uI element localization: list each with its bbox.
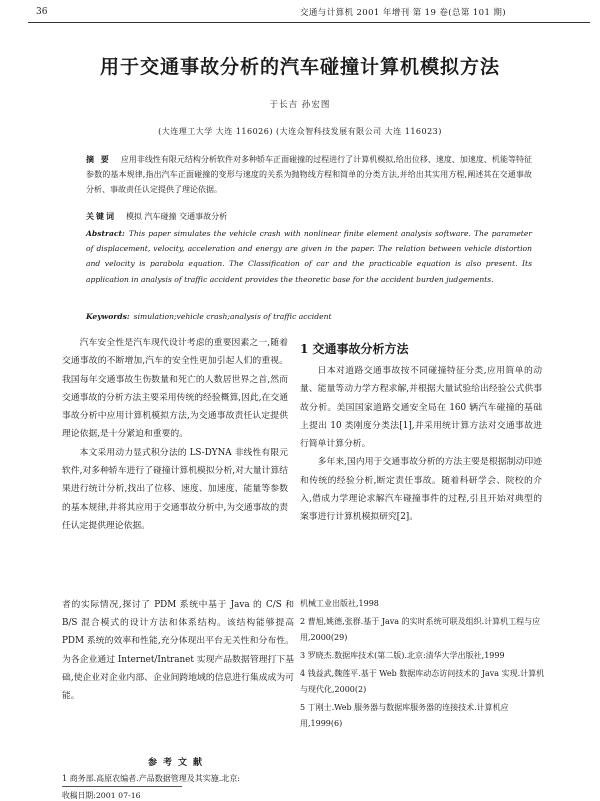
abstract-cn	[86, 152, 532, 197]
bottom-left-text: 者的实际情况,探讨了 PDM 系统中基于 Java 的 C/S 和 B/S 混合模式的设计方法和体系结构。该结构能够提高 PDM 系统的效率和性能,充分体现出平台无关性和分布性。为各企业通过 Internet/Intranet 实现产品数据管理打下基础,使企业对企业内部、企业间跨地域的信息进行集成成为可能。	[62, 600, 294, 702]
section-paragraph: 日本对道路交通事故按不同碰撞特征分类,应用简单的动量、能量等动力学方程求解,并根据大量试验给出经验公式供事故分析。美国国家道路交通安全局在 160 辆汽车碰撞的基础上提出 10 类刚度分类法[1],并采用统计算方法对交通事故进行简单计算分析。	[300, 366, 542, 450]
abstract-en	[86, 226, 532, 287]
references-heading: 参考文献	[147, 758, 208, 768]
journal-header: 交通与计算机 2001 年增刊 第 19 卷(总第 101 期)	[300, 8, 507, 18]
reference-item: 5 丁刚士.Web 服务器与数据库服务器的连接技术.计算机应用,1999(6)	[300, 703, 509, 728]
affiliation: (大连理工大学 大连 116026) (大连众智科技发展有限公司 大连 116023)	[158, 127, 442, 136]
keywords-en	[86, 312, 532, 321]
intro-paragraph: 汽车安全性是汽车现代设计考虑的重要因素之一,随着交通事故的不断增加,汽车的安全性更加引起人们的重视。我国每年交通事故生伤数量和死亡的人数居世界之首,然而交通事故的分析方法主要采用传统的经验概算,因此,在交通事故分析中应用计算机模拟方法,为交通事故责任认定提供理论依据,是十分紧迫和重要的。	[62, 338, 288, 440]
reference-item: 3 罗晓杰.数据库技术(第二版).北京:清华大学出版社,1999	[300, 651, 505, 660]
abstract-cn-label: 摘 要	[86, 154, 111, 164]
keywords-cn-label: 关键词	[86, 211, 116, 221]
keywords-cn	[86, 211, 532, 222]
keywords-en-text: simulation;vehicle crash;analysis of traffic accident	[133, 312, 332, 321]
keywords-cn-text: 模拟 汽车碰撞 交通事故分析	[126, 212, 228, 221]
paper-title: 用于交通事故分析的汽车碰撞计算机模拟方法	[99, 56, 500, 78]
references-right	[300, 596, 550, 734]
reference-item: 4 钱益武,魏莲平.基于 Web 数据库动态访问技术的 Java 实现.计算机与现代化,2000(2)	[300, 669, 545, 694]
footnote: 收稿日期:2001 07-16	[62, 791, 141, 800]
references-left: 1 商务部.高原农编者.产品数据管理及其实施.北京:	[62, 774, 240, 783]
section-heading: 1 交通事故分析方法	[300, 342, 409, 356]
section-column	[300, 362, 542, 527]
page-number: 36	[36, 7, 48, 17]
header-rule	[28, 22, 590, 23]
footnote-rule	[62, 786, 182, 787]
abstract-cn-text: 应用非线性有限元结构分析软件对多种轿车正面碰撞的过程进行了计算机模拟,给出位移、速度、加速度、机能等特征参数的基本规律,指出汽车正面碰撞的变形与速度的关系为抛物线方程和简单的分类方法,并给出其实用方程,阐述其在交通事故分析、事故责任认定提供了理论依据。	[86, 155, 532, 194]
abstract-en-text: This paper simulates the vehicle crash with nonlinear finite element analysis software. The parameter of displacement, velocity, acceleration and energy are given in the paper. The relation between vehicle distortion and velocity is parabola equation. The Classification of car and the practicable equation is also present. Its application in analysis of traffic accident provides the theoretic base for the accident burden judgements.	[86, 229, 532, 284]
keywords-en-label: Keywords:	[86, 312, 130, 321]
authors: 于长吉 孙宏图	[269, 100, 331, 110]
abstract-en-label: Abstract:	[86, 229, 125, 238]
reference-item: 2 曹旭,姚德,张群.基于 Java 的实时系统可联及组织.计算机工程与应用,2000(29)	[300, 617, 541, 642]
intro-paragraph: 本文采用动力显式积分法的 LS-DYNA 非线性有限元软件,对多种轿车进行了碰撞计算机模拟分析,对大量计算结果进行统计分析,找出了位移、速度、加速度、能量等参数的基本规律,并将其应用于交通事故分析中,为交通事故的责任认定提供理论依据。	[62, 447, 288, 531]
intro-column	[62, 334, 288, 535]
section-paragraph: 多年来,国内用于交通事故分析的方法主要是根据制动印迹和传统的经验分析,断定责任事故。随着科研学会、院校的介入,借成力学理论求解汽车碰撞事件的过程,引且开始对典型的案事进行计算机模拟研究[2]。	[300, 457, 542, 523]
reference-item: 机械工业出版社,1998	[300, 599, 379, 608]
